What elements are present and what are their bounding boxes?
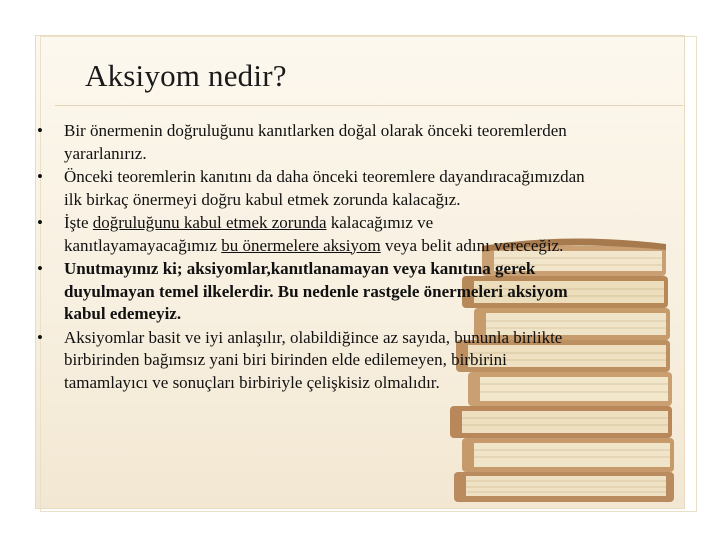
title-divider [55,105,683,106]
bullet-item [30,166,590,211]
bullet-icon: • [37,213,43,232]
bullet-icon: • [37,259,43,278]
underlined-phrase: doğruluğunu kabul etmek zorunda [92,213,327,232]
bullet-text-bold: Unutmayınız ki; aksiyomlar,kanıtlanamayan veya kanıtına gerek duyulmayan temel ilkelerdir. Bu nedenle rastgele önermeleri aksiyom kabul edemeyiz. [64,259,568,323]
bullet-list [30,120,590,395]
bullet-text: Bir önermenin doğruluğunu kanıtlarken doğal olarak önceki teoremlerden yararlanırız. [64,121,567,163]
bullet-item [30,258,590,326]
bullet-text-part: veya belit adını vereceğiz. [380,235,564,255]
bullet-text-part: kalacağımız ve kanıtlayamayacağımız [64,213,434,255]
bullet-icon: • [37,121,43,140]
bullet-item [30,120,590,165]
bullet-item [30,327,590,395]
bullet-text: Önceki teoremlerin kanıtını da daha önceki teoremlere dayandıracağımızdan ilk birkaç önermeyi doğru kabul etmek zorunda kalacağız. [64,167,585,209]
bullet-icon: • [37,327,43,347]
bullet-item [30,212,590,257]
bullet-text: Aksiyomlar basit ve iyi anlaşılır, olabildiğince az sayıda, bununla birlikte birbirinden bağımsız yani biri birinden elde edilemeyen, birbirini tamamlayıcı ve sonuçları birbiriyle çelişkisiz olmalıdır. [64,327,563,392]
bullet-text-part: İşte [64,213,93,232]
slide-title: Aksiyom nedir? [85,58,287,93]
bullet-icon: • [37,167,43,186]
underlined-phrase: bu önermelere aksiyom [221,235,381,255]
